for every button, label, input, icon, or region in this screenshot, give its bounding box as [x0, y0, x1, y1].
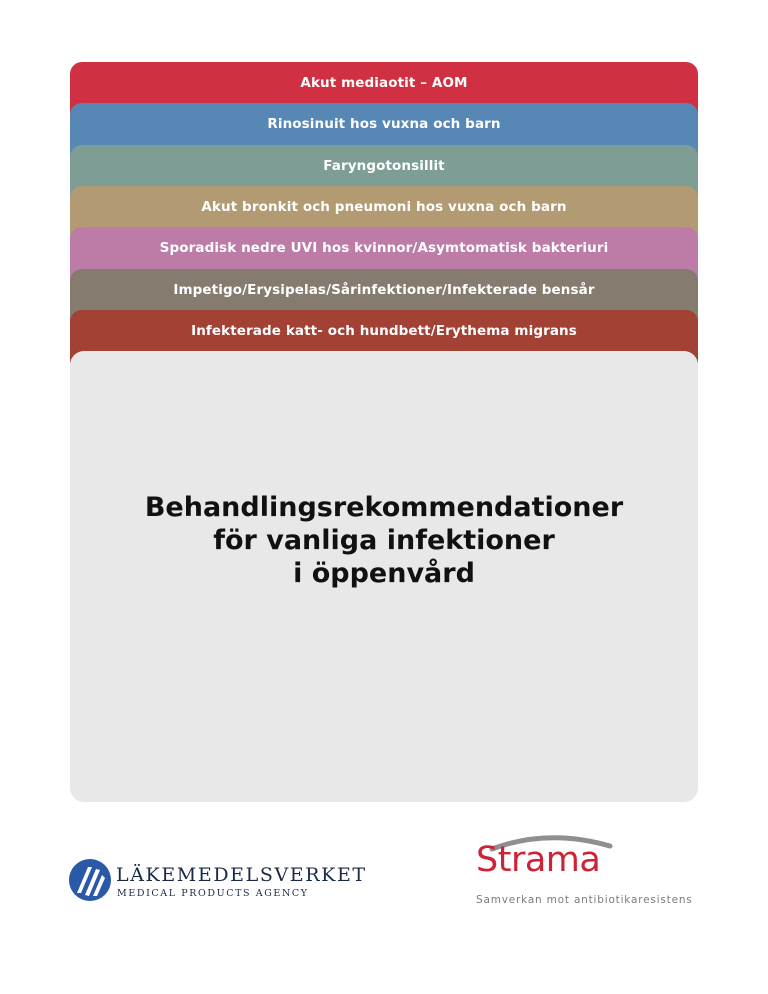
document-title: [70, 491, 698, 590]
tab-label: Infekterade katt- och hundbett/Erythema migrans: [191, 323, 577, 339]
lakemedelsverket-name: LÄKEMEDELSVERKET: [116, 864, 367, 886]
title-line-3: i öppenvård: [293, 558, 475, 589]
tab-label: Faryngotonsillit: [323, 158, 445, 174]
tab-label: Sporadisk nedre UVI hos kvinnor/Asymtomatisk bakteriuri: [159, 240, 609, 256]
tab-label: Akut bronkit och pneumoni hos vuxna och barn: [201, 199, 567, 215]
tab-label: Rinosinuit hos vuxna och barn: [267, 116, 501, 132]
tab-label: Akut mediaotit – AOM: [300, 75, 468, 91]
strama-tagline: Samverkan mot antibiotikaresistens: [476, 894, 693, 906]
tab-label: Impetigo/Erysipelas/Sårinfektioner/Infekterade bensår: [173, 282, 595, 298]
lakemedelsverket-subtitle: MEDICAL PRODUCTS AGENCY: [117, 888, 309, 899]
lakemedelsverket-emblem-icon: [68, 858, 112, 902]
cover-card: [70, 351, 698, 802]
title-line-2: för vanliga infektioner: [213, 525, 555, 556]
title-line-1: Behandlingsrekommendationer: [144, 492, 624, 523]
lakemedelsverket-logo: [68, 858, 388, 908]
strama-logo: [470, 832, 710, 912]
strama-name: Strama: [476, 840, 601, 880]
